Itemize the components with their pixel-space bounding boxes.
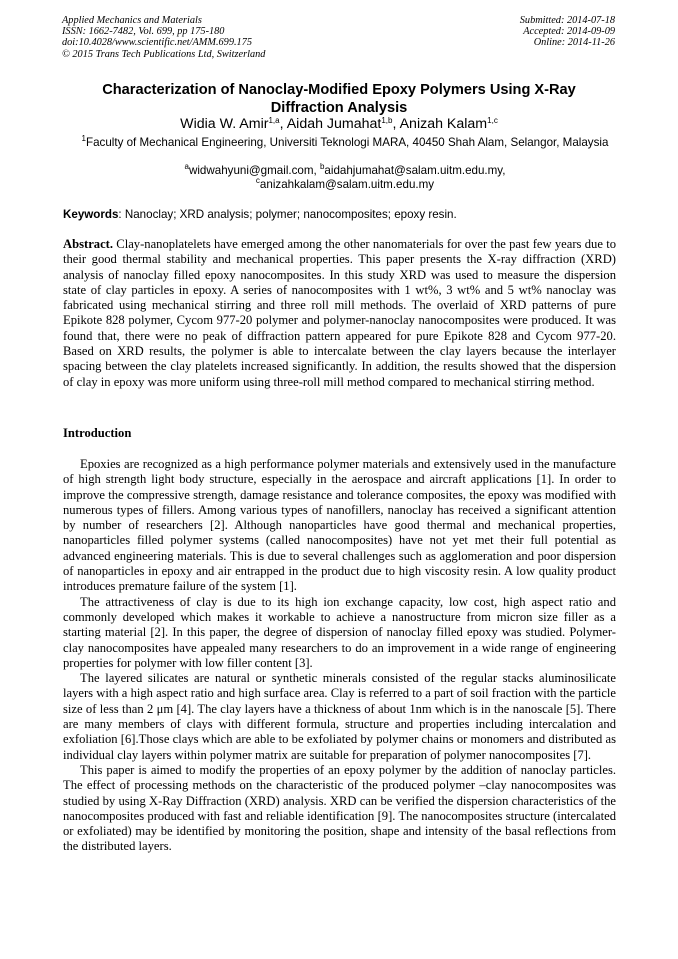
abstract-label: Abstract. — [63, 237, 114, 251]
accepted-date: Accepted: 2014-09-09 — [523, 26, 615, 38]
journal-doi: doi:10.4028/www.scientific.net/AMM.699.175 — [62, 37, 252, 49]
journal-issn: ISSN: 1662-7482, Vol. 699, pp 175-180 — [62, 26, 225, 38]
email-address[interactable]: widwahyuni@gmail.com — [188, 164, 314, 177]
paragraph: This paper is aimed to modify the properties of an epoxy polymer by the addition of nanoclay particles. The effect of processing methods on the characteristic of the produced polymer –clay nanocomposites was studied by using X-Ray Diffraction (XRD) analysis. XRD can be verified the dispersion characteristics of the nanocomposites produced with fast and reliable identification [9]. The nanocomposites structure (intercalated or exfoliated) may be identified by monitoring the position, shape and intensity of the basal reflections from the distributed layers. — [63, 762, 616, 854]
affiliation-text: Faculty of Mechanical Engineering, Universiti Teknologi MARA, 40450 Shah Alam, Selangor, Malaysia — [86, 136, 609, 149]
author-emails: $^a$widwahyuni@gmail.com, $^b$aidahjumahat@salam.uitm.edu.my, $^c$anizahkalam@salam.uitm.edu.my — [184, 162, 506, 192]
author-name: Widia W. Amir — [180, 116, 269, 132]
journal-info — [62, 15, 265, 60]
online-date: Online: 2014-11-26 — [533, 37, 615, 49]
journal-name: Applied Mechanics and Materials — [62, 15, 202, 26]
abstract — [63, 237, 616, 390]
email-address[interactable]: anizahkalam@salam.uitm.edu.my — [259, 178, 435, 192]
introduction-body — [63, 457, 616, 855]
paragraph: Epoxies are recognized as a high performance polymer materials and extensively used in the manufacture of high strength light body structure, especially in the aerospace and aircraft applications [1]. In order to improve the compressive strength, damage resistance and tolerance composites, the epoxy was modified with numerous types of fillers. Among various types of nanofillers, nanoclay has received a significant attention by number of researchers [2]. Although nanoparticles have good thermal and mechanical properties, nanoparticles filled polymer systems (called nanocomposites) have not yet met their full potential as advanced engineering materials. This is due to several challenges such as agglomeration and poor dispersion of nanoparticles in epoxy and air entrapped in the product due to high viscosity resin. A low quality product introduces premature failure of the system [1]. — [63, 457, 616, 594]
keywords — [63, 208, 616, 222]
section-heading-introduction: Introduction — [63, 426, 132, 440]
email-address[interactable]: aidahjumahat@salam.uitm.edu.my — [324, 164, 503, 177]
abstract-text: Clay-nanoplatelets have emerged among the other nanomaterials for over the past few years due to their good thermal stability and mechanical properties. This paper presents the X-ray diffraction (XRD) analysis of nanoclay filled epoxy nanocomposites. In this study XRD was used to measure the dispersion state of clay particles in epoxy. A series of nanocomposites with 1 wt%, 3 wt% and 5 wt% nanoclay was fabricated using mechanical stirring and three roll mill methods. The overlaid of XRD patterns of pure Epikote 828 polymer, Cycom 977-20 polymer and polymer-nanoclay nanocomposites were produced. It was found that, there were no peak of diffraction pattern appeared for pure Epikote 828 and Cycom 977-20. Based on XRD results, the polymer is able to intercalate between the clay layers because the interlayer spacing between the clay platelets increased significantly. In addition, the results showed that the dispersion of clay in epoxy was more uniform using three-roll mill method compared to mechanical stirring method. — [63, 237, 616, 389]
email-mark: c — [255, 176, 260, 186]
affiliation-mark: 1 — [81, 134, 86, 143]
submitted-date: Submitted: 2014-07-18 — [519, 15, 615, 26]
journal-copyright: © 2015 Trans Tech Publications Ltd, Switzerland — [62, 48, 266, 60]
paragraph: The layered silicates are natural or synthetic minerals consisted of the regular stacks aluminosilicate layers with a high aspect ratio and high surface area. Clay is referred to a part of soil fraction with the particle size of less than 2 μm [4]. The clay layers have a thickness of about 1nm which is in the nanoscale [5]. There are many members of clays with different formula, structure and properties including intercalation and exfoliation [6].Those clays which are able to be exfoliated by polymer chains or monomers and distributed as individual clay layers within polymer matrix are suitable for preparation of polymer nanocomposites [7]. — [63, 671, 616, 762]
submission-dates — [520, 15, 615, 49]
author-name: Aidah Jumahat — [286, 116, 382, 132]
author-affil-mark: 1,a — [268, 116, 280, 125]
author-affil-mark: 1,b — [381, 116, 393, 125]
email-mark: b — [319, 162, 325, 171]
keywords-text: : Nanoclay; XRD analysis; polymer; nanocomposites; epoxy resin. — [118, 208, 457, 221]
paragraph: The attractiveness of clay is due to its high ion exchange capacity, low cost, high aspect ratio and commonly developed which makes it workable to achieve a nanostructure from micron size filler as a starting material [2]. In this paper, the degree of dispersion of nanoclay filled epoxy was studied. Polymer-clay nanocomposites have appealed many researchers to do an improvement in a wide range of engineering properties for polymer with low filler content [3]. — [63, 594, 616, 670]
author-list: Widia W. Amir$^{1,a}$, Aidah Jumahat$^{1,b}$, Anizah Kalam$^{1,c}$ — [180, 116, 498, 132]
keywords-label: Keywords — [63, 208, 119, 221]
paper-title: Characterization of Nanoclay-Modified Epoxy Polymers Using X-Ray Diffraction Analysis — [102, 82, 576, 116]
email-mark: a — [184, 162, 189, 171]
author-name: Anizah Kalam — [399, 116, 488, 132]
author-affil-mark: 1,c — [487, 116, 498, 125]
affiliation — [80, 136, 610, 150]
